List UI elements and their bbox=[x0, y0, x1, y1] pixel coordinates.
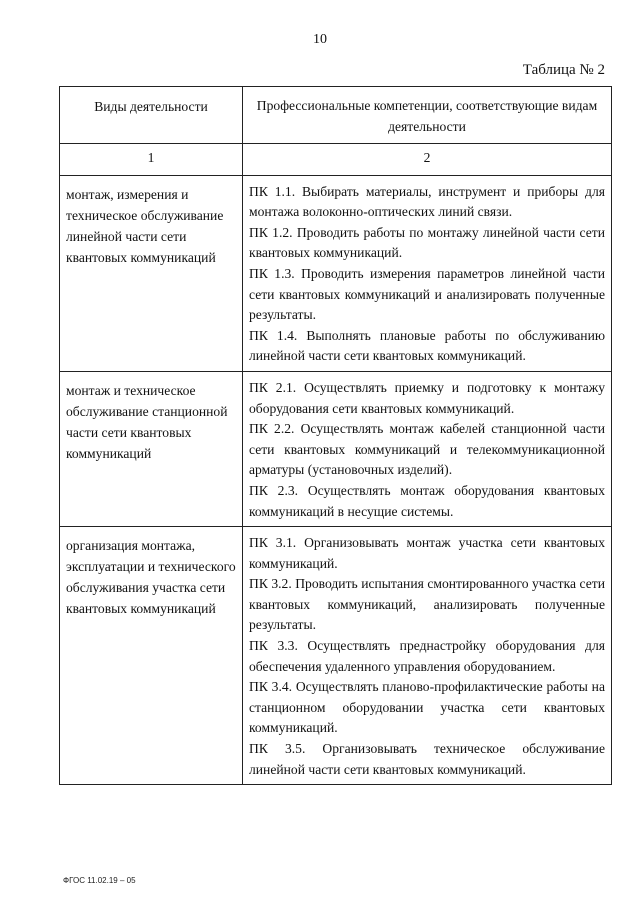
competencies-cell bbox=[243, 175, 612, 371]
competency-item: ПК 3.2. Проводить испытания смонтированного участка сети квантовых коммуникаций, анализировать полученные результаты. bbox=[249, 576, 605, 633]
column-number-row bbox=[60, 144, 612, 176]
competencies-table bbox=[59, 86, 612, 785]
competency-item: ПК 2.3. Осуществлять монтаж оборудования квантовых коммуникаций в несущие системы. bbox=[249, 482, 605, 519]
table-row bbox=[60, 175, 612, 371]
activity-cell: организация монтажа, эксплуатации и технического обслуживания участка сети квантовых коммуникаций bbox=[60, 527, 243, 785]
header-competencies: Профессиональные компетенции, соответствующие видам деятельности bbox=[243, 87, 612, 144]
competency-item: ПК 3.3. Осуществлять преднастройку оборудования для обеспечения удаленного управления оборудованием. bbox=[249, 638, 605, 674]
table-row bbox=[60, 371, 612, 526]
competency-item: ПК 3.1. Организовывать монтаж участка сети квантовых коммуникаций. bbox=[249, 535, 605, 571]
activity-cell: монтаж и техническое обслуживание станционной части сети квантовых коммуникаций bbox=[60, 371, 243, 526]
competencies-cell bbox=[243, 527, 612, 785]
competency-item: ПК 1.3. Проводить измерения параметров линейной части сети квантовых коммуникаций и анализировать полученные результаты. bbox=[249, 265, 605, 323]
column-number-1: 1 bbox=[60, 144, 243, 176]
competency-item: ПК 3.4. Осуществлять планово-профилактические работы на станционном оборудовании участка сети квантовых коммуникаций. bbox=[249, 679, 605, 736]
table-header-row bbox=[60, 87, 612, 144]
competency-item: ПК 2.2. Осуществлять монтаж кабелей станционной части сети квантовых коммуникаций и телекоммуникационной арматуры (установочных изделий). bbox=[249, 421, 605, 478]
column-number-2: 2 bbox=[243, 144, 612, 176]
page-number: 10 bbox=[313, 32, 327, 47]
competency-item: ПК 2.1. Осуществлять приемку и подготовку к монтажу оборудования сети квантовых коммуникаций. bbox=[249, 379, 605, 416]
competency-item: ПК 3.5. Организовывать техническое обслуживание линейной части сети квантовых коммуникаций. bbox=[249, 741, 605, 777]
competency-item: ПК 1.4. Выполнять плановые работы по обслуживанию линейной части сети квантовых коммуникаций. bbox=[249, 327, 605, 364]
document-footer-code: ФГОС 11.02.19 – 05 bbox=[63, 876, 136, 885]
activity-cell: монтаж, измерения и техническое обслуживание линейной части сети квантовых коммуникаций bbox=[60, 175, 243, 371]
competency-item: ПК 1.2. Проводить работы по монтажу линейной части сети квантовых коммуникаций. bbox=[249, 224, 605, 261]
table-caption: Таблица № 2 bbox=[522, 62, 605, 78]
competency-item: ПК 1.1. Выбирать материалы, инструмент и приборы для монтажа волоконно-оптических линий связи. bbox=[249, 183, 605, 220]
header-activities: Виды деятельности bbox=[60, 87, 243, 144]
table-row bbox=[60, 527, 612, 785]
competencies-cell bbox=[243, 371, 612, 526]
